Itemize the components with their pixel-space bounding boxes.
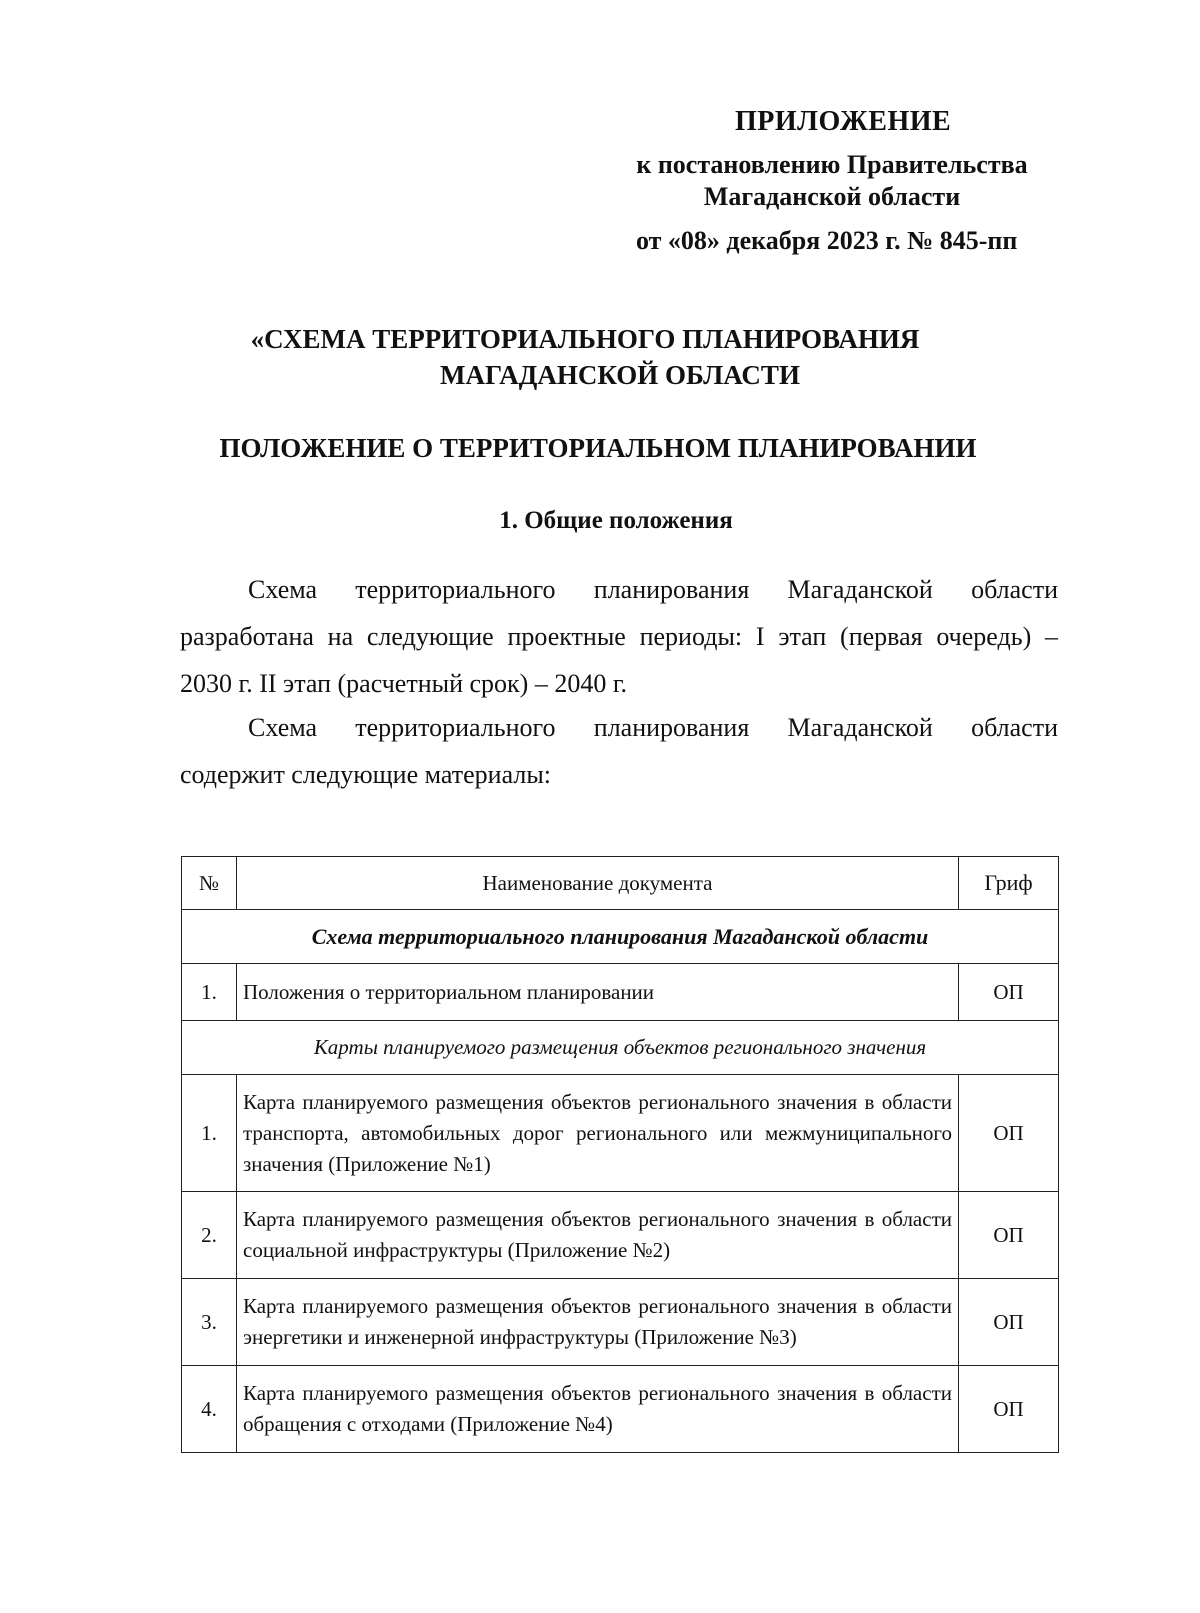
document-subtitle: ПОЛОЖЕНИЕ О ТЕРРИТОРИАЛЬНОМ ПЛАНИРОВАНИИ	[219, 433, 977, 463]
row-num: 1.	[182, 1075, 237, 1192]
appendix-line-1: к постановлению Правительства	[636, 150, 1028, 179]
section-title: Карты планируемого размещения объектов регионального значения	[182, 1021, 1059, 1075]
row-num: 2.	[182, 1192, 237, 1279]
row-num: 1.	[182, 964, 237, 1021]
materials-table	[181, 856, 1059, 1453]
row-grif: ОП	[959, 1279, 1059, 1366]
row-name: Карта планируемого размещения объектов регионального значения в области социальной инфраструктуры (Приложение №2)	[237, 1192, 959, 1279]
paragraph-line: Схема территориального планирования Магаданской области	[248, 713, 1058, 742]
appendix-title: ПРИЛОЖЕНИЕ	[735, 106, 952, 137]
row-grif: ОП	[959, 1075, 1059, 1192]
row-name: Карта планируемого размещения объектов регионального значения в области обращения с отходами (Приложение №4)	[237, 1366, 959, 1453]
appendix-line-2: Магаданской области	[703, 182, 961, 211]
table-header-row	[182, 857, 1059, 910]
document-title-line-1: «СХЕМА ТЕРРИТОРИАЛЬНОГО ПЛАНИРОВАНИЯ	[250, 324, 920, 354]
row-grif: ОП	[959, 1192, 1059, 1279]
row-name: Карта планируемого размещения объектов регионального значения в области энергетики и инженерной инфраструктуры (Приложение №3)	[237, 1279, 959, 1366]
section-title: Схема территориального планирования Магаданской области	[182, 910, 1059, 964]
paragraph-periods	[180, 566, 1058, 707]
table-row	[182, 1075, 1059, 1192]
table-section-row	[182, 910, 1059, 964]
paragraph-line: разработана на следующие проектные периоды: I этап (первая очередь) –	[180, 622, 1058, 651]
table-row	[182, 1366, 1059, 1453]
section-heading: 1. Общие положения	[499, 507, 733, 534]
appendix-date: от «08» декабря 2023 г. № 845-пп	[636, 226, 1018, 255]
document-title-line-2: МАГАДАНСКОЙ ОБЛАСТИ	[440, 360, 800, 390]
row-grif: ОП	[959, 1366, 1059, 1453]
paragraph-materials	[180, 704, 1058, 798]
row-name: Карта планируемого размещения объектов регионального значения в области транспорта, автомобильных дорог регионального или межмуниципального значения (Приложение №1)	[237, 1075, 959, 1192]
table-row	[182, 1279, 1059, 1366]
row-num: 3.	[182, 1279, 237, 1366]
table-row	[182, 964, 1059, 1021]
paragraph-line: Схема территориального планирования Магаданской области	[248, 575, 1058, 604]
header-name: Наименование документа	[237, 857, 959, 910]
row-num: 4.	[182, 1366, 237, 1453]
row-name: Положения о территориальном планировании	[237, 964, 959, 1021]
table-row	[182, 1192, 1059, 1279]
header-num: №	[182, 857, 237, 910]
paragraph-line: 2030 г. II этап (расчетный срок) – 2040 г.	[180, 669, 628, 698]
row-grif: ОП	[959, 964, 1059, 1021]
paragraph-line: содержит следующие материалы:	[180, 760, 552, 789]
table-section-row	[182, 1021, 1059, 1075]
header-grif: Гриф	[959, 857, 1059, 910]
